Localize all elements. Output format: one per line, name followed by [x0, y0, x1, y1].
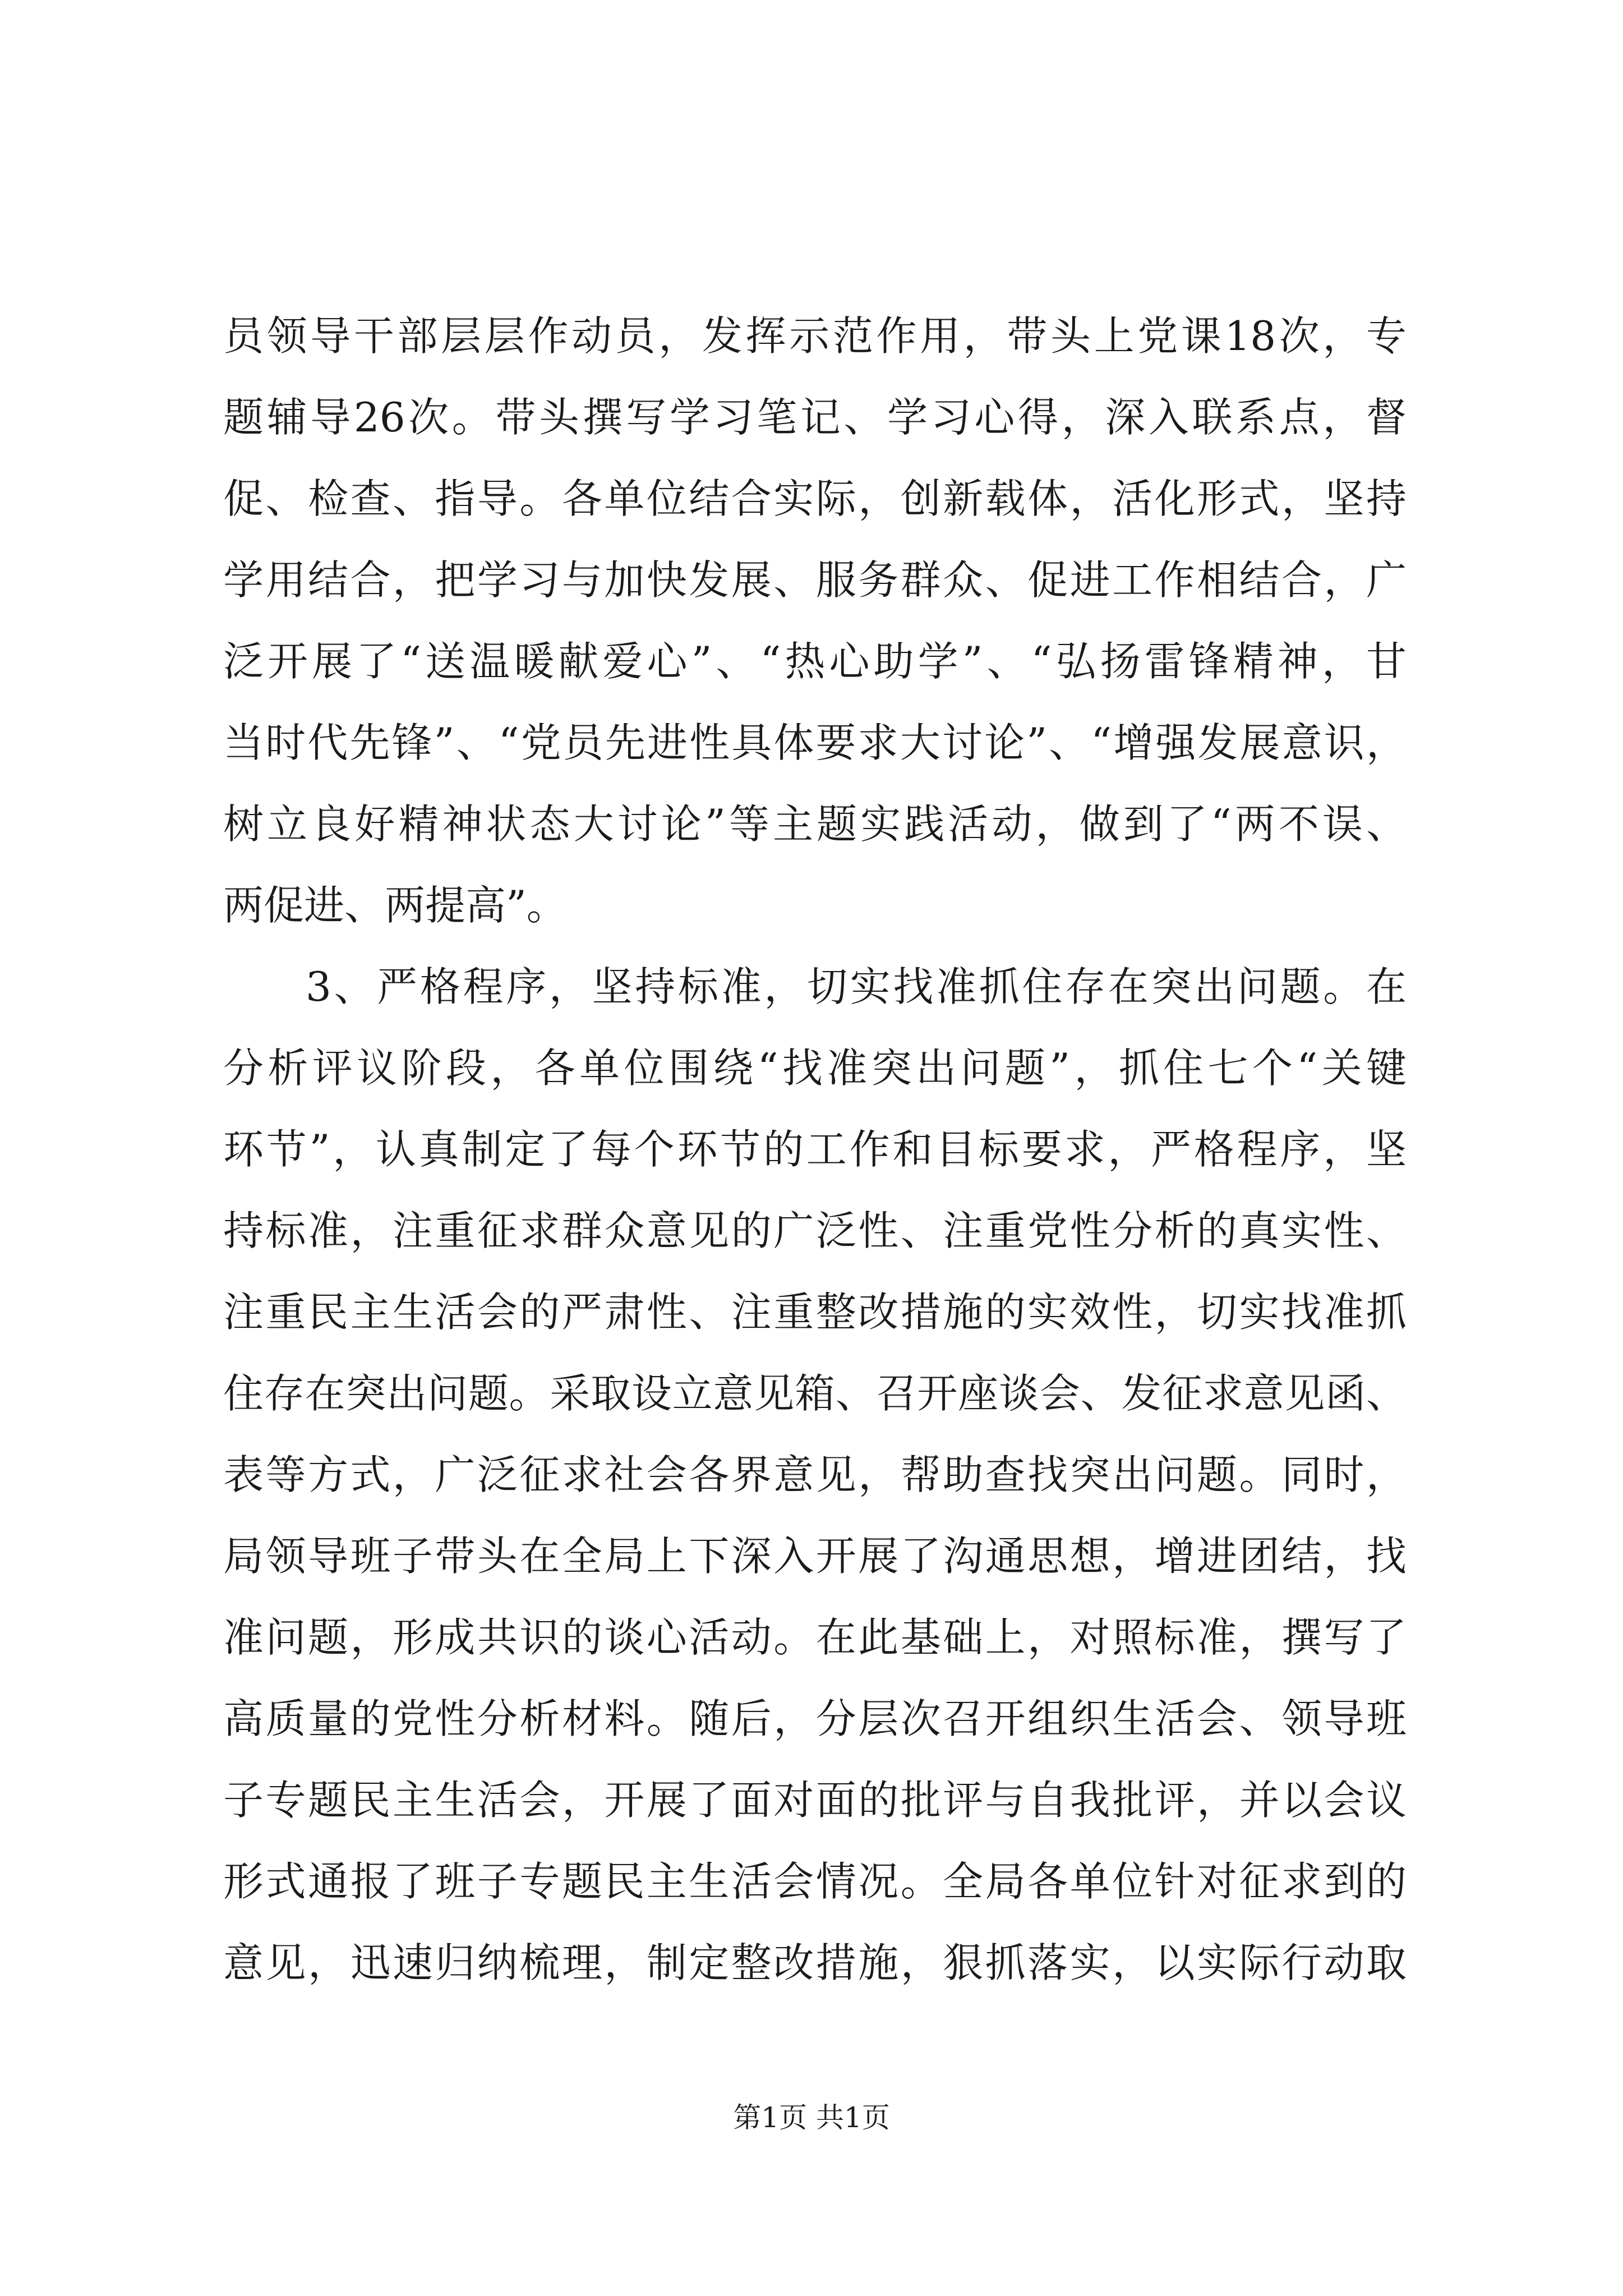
- text-line: 题辅导26次。带头撰写学习笔记、学习心得，深入联系点，督: [223, 394, 1407, 441]
- text-line: 两促进、两提高”。: [223, 882, 567, 929]
- text-line: 表等方式，广泛征求社会各界意见，帮助查找突出问题。同时，: [223, 1451, 1407, 1498]
- text-line: 学用结合，把学习与加快发展、服务群众、促进工作相结合，广: [223, 556, 1407, 604]
- text-line: 注重民主生活会的严肃性、注重整改措施的实效性，切实找准抓: [223, 1289, 1407, 1336]
- text-line: 持标准，注重征求群众意见的广泛性、注重党性分析的真实性、: [223, 1207, 1407, 1254]
- text-line: 树立良好精神状态大讨论”等主题实践活动，做到了“两不误、: [223, 800, 1407, 848]
- text-line: 意见，迅速归纳梳理，制定整改措施，狠抓落实，以实际行动取: [223, 1939, 1407, 1986]
- text-line: 促、检查、指导。各单位结合实际，创新载体，活化形式，坚持: [223, 475, 1407, 522]
- text-line: 环节”，认真制定了每个环节的工作和目标要求，严格程序，坚: [223, 1126, 1407, 1173]
- text-line: 住存在突出问题。采取设立意见箱、召开座谈会、发征求意见函、: [223, 1370, 1407, 1417]
- page-number-footer: 第1页 共1页: [733, 2101, 890, 2134]
- text-line: 局领导班子带头在全局上下深入开展了沟通思想，增进团结，找: [223, 1533, 1407, 1580]
- text-line: 当时代先锋”、“党员先进性具体要求大讨论”、“增强发展意识，: [223, 719, 1407, 766]
- text-line: 员领导干部层层作动员，发挥示范作用，带头上党课18次，专: [223, 312, 1407, 360]
- text-line: 3、严格程序，坚持标准，切实找准抓住存在突出问题。在: [306, 963, 1407, 1010]
- text-line: 分析评议阶段，各单位围绕“找准突出问题”，抓住七个“关键: [223, 1045, 1407, 1092]
- text-line: 形式通报了班子专题民主生活会情况。全局各单位针对征求到的: [223, 1858, 1407, 1905]
- text-line: 高质量的党性分析材料。随后，分层次召开组织生活会、领导班: [223, 1695, 1407, 1742]
- text-line: 泛开展了“送温暖献爱心”、“热心助学”、“弘扬雷锋精神，甘: [223, 638, 1407, 685]
- text-line: 准问题，形成共识的谈心活动。在此基础上，对照标准，撰写了: [223, 1614, 1407, 1661]
- text-line: 子专题民主生活会，开展了面对面的批评与自我批评，并以会议: [223, 1777, 1407, 1824]
